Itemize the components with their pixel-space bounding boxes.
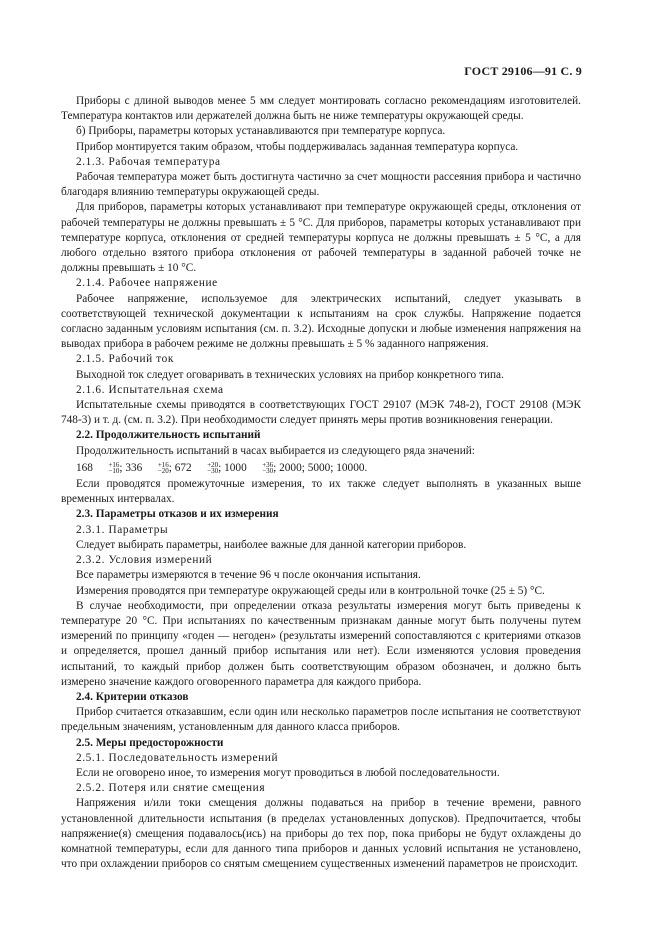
paragraph: Приборы с длиной выводов менее 5 мм следует монтировать согласно рекомендациям изготовителей. Температура контактов или держателей должна быть не ниже температуры окружающей среды. [61,95,581,123]
subsection-heading: 2.1.6. Испытательная схема [76,383,224,396]
subsection-heading: 2.5.2. Потеря или снятие смещения [76,782,266,795]
page-header: ГОСТ 29106—91 С. 9 [464,64,582,78]
section-heading: 2.3. Параметры отказов и их измерения [76,508,279,521]
document-body [61,94,581,872]
paragraph: Рабочая температура может быть достигнута частично за счет мощности рассеяния прибора и частично благодаря влиянию температуры окружающей среды. [61,171,581,199]
paragraph: Прибор монтируется таким образом, чтобы поддерживалась заданная температура корпуса. [76,140,519,153]
section-heading: 2.4. Критерии отказов [76,690,189,703]
subsection-heading: 2.3.2. Условия измерений [76,554,213,567]
duration-tail: ; 2000; 5000; 10000. [273,461,368,474]
duration-value: 1000 +36 −30 [224,461,274,476]
subsection-heading: 2.1.4. Рабочее напряжение [76,277,218,290]
subsection-heading: 2.3.1. Параметры [76,523,169,536]
paragraph: Напряжения и/или токи смещения должны подаваться на прибор в течение времени, равного установленной длительности испытания (в пределах установленных допусков). Предпочитается, чтобы напряжение(я) смещения подавалось(ись) на приборы до тех пор, пока приборы не будут охлаждены до комнатной температуры, если для данного типа приборов и данных условий испытания не установлено, что при охлаждении приборов со снятым смещением существенных изменений параметров не происходит. [61,797,581,871]
subsection-heading: 2.1.3. Рабочая температура [76,155,221,168]
paragraph: Следует выбирать параметры, наиболее важные для данной категории приборов. [76,538,467,551]
paragraph: Прибор считается отказавшим, если один или несколько параметров после испытания не соответствуют предельным значениям, установленным для данного класса приборов. [61,706,581,734]
duration-values: 168 +16 −10 ; 336 +16 −20 ; 672 +20 −30 ; 1000 +36 −30 ; 2000; 5000; 10000. [76,461,368,476]
paragraph: Испытательные схемы приводятся в соответствующих ГОСТ 29107 (МЭК 748-2), ГОСТ 29108 (МЭК 748-3) и т. д. (см. п. 3.2). При необходимости следует принять меры против возникновения генерации. [61,399,581,427]
paragraph: Измерения проводятся при температуре окружающей среды или в контрольной точке (25 ± 5) °С. [76,584,545,597]
section-heading: 2.2. Продолжительность испытаний [76,429,261,442]
duration-value: 672 +20 −30 [174,461,219,476]
paragraph: Если не оговорено иное, то измерения могут проводиться в любой последовательности. [76,766,500,779]
subsection-heading: 2.1.5. Рабочий ток [76,353,174,366]
paragraph: В случае необходимости, при определении отказа результаты измерения могут быть приведены к температуре 20 °С. При испытаниях по качественным признакам данные могут быть получены путем измерений по принципу «годен — негоден» (результаты измерений сопоставляются с критериями отказов и определяется, прошел данный прибор испытания или нет). Если изменяются условия проведения испытаний, то каждый прибор должен быть соответствующим образом обозначен, и должно быть измерено значение каждого оговоренного параметра для каждого прибора. [61,599,581,688]
paragraph: б) Приборы, параметры которых устанавливаются при температуре корпуса. [76,125,446,138]
paragraph: Рабочее напряжение, используемое для электрических испытаний, следует указывать в соответствующей технической документации к испытаниям на срок службы. Напряжение подается согласно заданным условиям испытания (см. п. 3.2). Исходные допуски и любые изменения напряжения на выводах прибора в рабочем режиме не должны превышать ± 5 % заданного напряжения. [61,292,581,351]
paragraph: Выходной ток следует оговаривать в технических условиях на прибор конкретного типа. [76,368,504,381]
paragraph: Все параметры измеряются в течение 96 ч после окончания испытания. [76,569,421,582]
duration-value: 168 +16 −10 [76,461,120,476]
paragraph: Если проводятся промежуточные измерения, то их также следует выполнять в указанных выше временных интервалах. [61,478,581,506]
paragraph: Для приборов, параметры которых устанавливают при температуре окружающей среды, отклонения от рабочей температуры не должны превышать ± 5 °С. Для приборов, параметры которых устанавливают при температуре корпуса, отклонения от средней температуры корпуса не должны превышать ± 5 °С, а для любого отдельно взятого прибора отклонения от рабочей температуры в заданной рабочей точке не должны превышать ± 10 °С. [61,201,581,275]
section-heading: 2.5. Меры предосторожности [76,736,224,749]
duration-value: 336 +16 −20 [125,461,169,476]
paragraph: Продолжительность испытаний в часах выбирается из следующего ряда значений: [76,444,475,457]
subsection-heading: 2.5.1. Последовательность измерений [76,751,279,764]
